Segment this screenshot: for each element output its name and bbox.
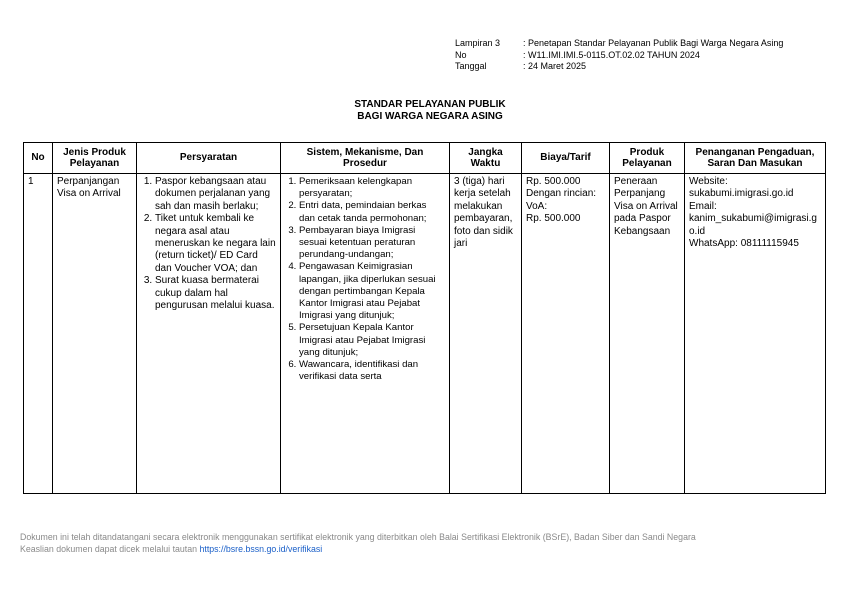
title-line-1: STANDAR PELAYANAN PUBLIK [354, 99, 506, 110]
header-jangka-waktu: Jangka Waktu [450, 143, 522, 174]
meta-value: : W11.IMI.IMI.5-0115.OT.02.02 TAHUN 2024 [523, 49, 700, 60]
verification-link[interactable]: https://bsre.bssn.go.id/verifikasi [199, 544, 323, 554]
list-item: 1. Pemeriksaan kelengkapan persyaratan; [299, 176, 445, 200]
footer-line-2 [20, 543, 696, 555]
meta-label: Tanggal [455, 61, 487, 71]
meta-value: : 24 Maret 2025 [523, 61, 587, 71]
list-item: 1. Paspor kebangsaan atau dokumen perjalanan yang sah dan masih berlaku; [155, 176, 276, 213]
contact-line: Website: [689, 176, 728, 187]
list-item: 3. Surat kuasa bermaterai cukup dalam hal pengurusan melalui kuasa. [155, 275, 276, 312]
table-header-row [24, 143, 826, 174]
title-line-2: BAGI WARGA NEGARA ASING [357, 111, 503, 122]
service-standard-table [23, 142, 826, 494]
biaya-line: Rp. 500.000 [526, 213, 581, 225]
cell-sistem-mekanisme [281, 174, 450, 494]
header-no: No [24, 143, 53, 174]
biaya-line: VoA: [526, 200, 548, 212]
cell-jangka-waktu: 3 (tiga) hari kerja setelah melakukan pembayaran, foto dan sidik jari [450, 174, 522, 494]
list-item: 3. Pembayaran biaya Imigrasi sesuai ketentuan peraturan perundang-undangan; [299, 225, 445, 262]
list-item: 4. Pengawasan Keimigrasian lapangan, jika diperlukan sesuai dengan pertimbangan Kepala Kantor Imigrasi atau Pejabat Imigrasi yang ditunjuk; [299, 261, 445, 322]
cell-penanganan-pengaduan [685, 174, 826, 494]
biaya-line: Dengan rincian: [526, 188, 597, 200]
header-penanganan-pengaduan: Penanganan Pengaduan, Saran Dan Masukan [685, 143, 826, 174]
meta-label: No [455, 49, 467, 60]
document-meta [455, 38, 783, 73]
header-jenis-produk: Jenis Produk Pelayanan [53, 143, 137, 174]
cell-persyaratan [137, 174, 281, 494]
requirements-list [141, 176, 276, 312]
biaya-line: Rp. 500.000 [526, 176, 581, 187]
meta-label: Lampiran 3 [455, 38, 501, 48]
list-item: 6. Wawancara, identifikasi dan verifikasi data serta [299, 359, 445, 383]
header-persyaratan: Persyaratan [137, 143, 281, 174]
header-produk-pelayanan: Produk Pelayanan [610, 143, 685, 174]
cell-jenis-produk: Perpanjangan Visa on Arrival [53, 174, 137, 494]
document-title [0, 99, 842, 123]
cell-no: 1 [24, 174, 53, 494]
contact-website: sukabumi.imigrasi.go.id [689, 188, 794, 200]
contact-whatsapp: WhatsApp: 08111115945 [689, 238, 799, 250]
footer-line-1: Dokumen ini telah ditandatangani secara elektronik menggunakan sertifikat elektronik yang diterbitkan oleh Balai Sertifikasi Elektronik (BSrE), Badan Siber dan Sandi Negara [20, 532, 696, 542]
list-item: 2. Entri data, pemindaian berkas dan cetak tanda permohonan; [299, 200, 445, 224]
procedure-list [285, 176, 445, 383]
meta-row-tanggal [455, 61, 783, 73]
list-item: 2. Tiket untuk kembali ke negara asal atau meneruskan ke negara lain (return ticket)/ ED Card dan Voucher VOA; dan [155, 213, 276, 275]
signature-footer [20, 531, 696, 555]
table-row [24, 174, 826, 494]
meta-row-lampiran [455, 38, 783, 50]
footer-prefix: Keaslian dokumen dapat dicek melalui tautan [20, 544, 200, 554]
cell-produk-pelayanan: Peneraan Perpanjang Visa on Arrival pada Paspor Kebangsaan [610, 174, 685, 494]
list-item: 5. Persetujuan Kepala Kantor Imigrasi atau Pejabat Imigrasi yang ditunjuk; [299, 322, 445, 359]
meta-row-no [455, 50, 783, 62]
header-sistem-mekanisme: Sistem, Mekanisme, Dan Prosedur [281, 143, 450, 174]
contact-line: Email: [689, 200, 717, 212]
meta-value: : Penetapan Standar Pelayanan Publik Bagi Warga Negara Asing [523, 38, 784, 48]
cell-biaya-tarif [522, 174, 610, 494]
header-biaya-tarif: Biaya/Tarif [522, 143, 610, 174]
contact-email: kanim_sukabumi@imigrasi.go.id [689, 213, 817, 237]
